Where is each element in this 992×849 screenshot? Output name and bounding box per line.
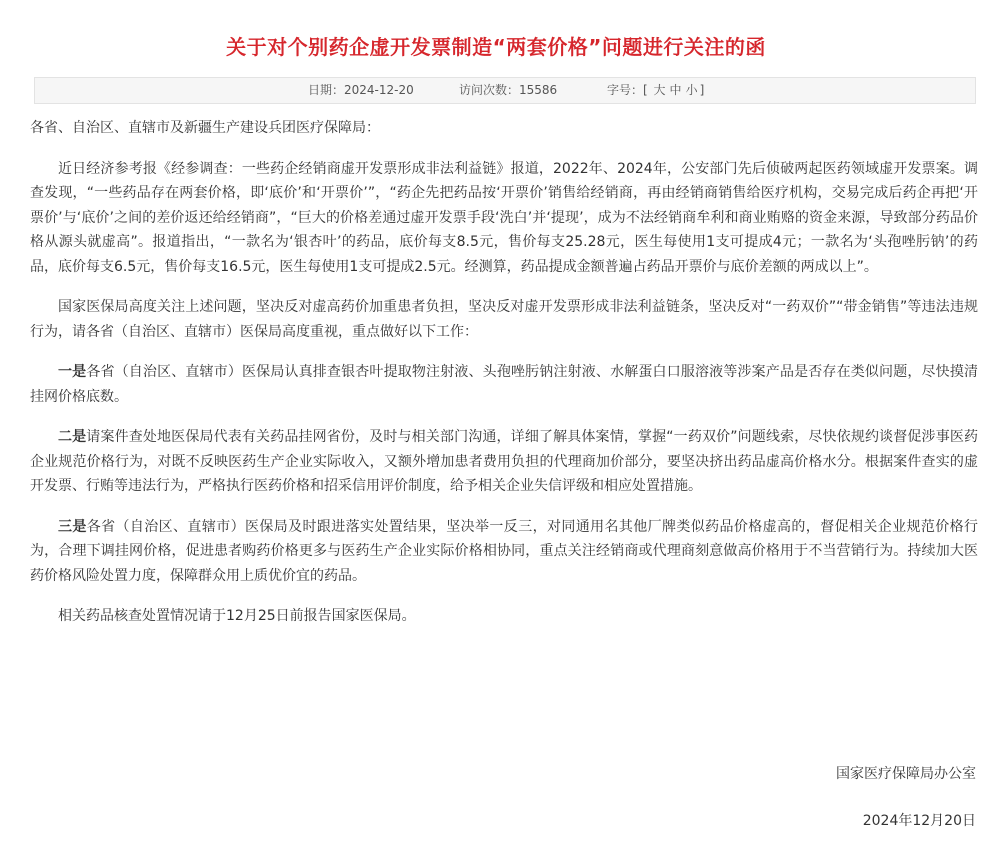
- paragraph-5: [30, 515, 978, 589]
- visits-value: 15586: [519, 83, 558, 97]
- page-title: 关于对个别药企虚开发票制造“两套价格”问题进行关注的函: [226, 35, 766, 60]
- font-size-label: 字号：: [607, 83, 644, 97]
- article-body: [30, 116, 978, 645]
- date-label: 日期：: [308, 83, 345, 97]
- font-size-medium-button[interactable]: 中: [669, 83, 682, 97]
- bracket-open: [: [643, 83, 648, 97]
- bracket-close: ]: [699, 83, 705, 97]
- paragraph-3-lead: 一是: [58, 364, 87, 380]
- issue-date: 2024年12月20日: [862, 813, 976, 829]
- font-size-small-button[interactable]: 小: [685, 83, 698, 97]
- paragraph-6: 相关药品核查处置情况请于12月25日前报告国家医保局。: [58, 608, 416, 624]
- date-value: 2024-12-20: [344, 83, 414, 97]
- paragraph-5-body: 各省（自治区、直辖市）医保局及时跟进落实处置结果，坚决举一反三，对同通用名其他厂牌类似药品价格虚高的，督促相关企业规范价格行为，合理下调挂网价格，促进患者购药价格更多与医药生产企业实际价格相协同，重点关注经销商或代理商刻意做高价格用于不当营销行为。持续加大医药价格风险处置力度，保障群众用上质优价宜的药品。: [30, 518, 978, 584]
- salutation: 各省、自治区、直辖市及新疆生产建设兵团医疗保障局：: [30, 120, 380, 136]
- issuer-signature: 国家医疗保障局办公室: [836, 766, 976, 782]
- paragraph-5-lead: 三是: [58, 518, 87, 535]
- paragraph-4-body: 请案件查处地医保局代表有关药品挂网省份，及时与相关部门沟通，详细了解具体案情，掌握“一药双价”问题线索，尽快依规约谈督促涉事医药企业规范价格行为，对既不反映医药生产企业实际收入，又额外增加患者费用负担的代理商加价部分，要坚决挤出药品虚高价格水分。根据案件查实的虚开发票、行贿等违法行为，严格执行医药价格和招采信用评价制度，给予相关企业失信评级和相应处置措施。: [30, 429, 978, 494]
- publish-date: [308, 78, 414, 103]
- paragraph-1: 近日经济参考报《经参调查：一些药企经销商虚开发票形成非法利益链》报道，2022年、2024年，公安部门先后侦破两起医药领域虚开发票案。调查发现，“一些药品存在两套价格，即‘底价’和‘开票价’”，“药企先把药品按‘开票价’销售给经销商，再由经销商销售给医疗机构，交易完成后药企再把‘开票价’与‘底价’之间的差价返还给经销商”，“巨大的价格差通过虚开发票手段‘洗白’并‘提现’，成为不法经销商牟利和商业贿赂的资金来源，导致部分药品价格从源头就虚高”。报道指出，“一款名为‘银杏叶’的药品，底价每支8.5元，售价每支25.28元，医生每使用1支可提成4元；一款名为‘头孢唑肟钠’的药品，底价每支6.5元，售价每支16.5元，医生每使用1支可提成2.5元。经测算，药品提成金额普遍占药品开票价与底价差额的两成以上”。: [30, 160, 978, 275]
- font-size-large-button[interactable]: 大: [653, 83, 666, 97]
- paragraph-4-lead: 二是: [58, 429, 87, 445]
- paragraph-4: [30, 425, 978, 499]
- paragraph-2: 国家医保局高度关注上述问题，坚决反对虚高药价加重患者负担，坚决反对虚开发票形成非法利益链条，坚决反对“一药双价”“带金销售”等违法违规行为，请各省（自治区、直辖市）医保局高度重视，重点做好以下工作：: [30, 299, 978, 340]
- font-size-selector: [607, 78, 704, 103]
- paragraph-3-body: 各省（自治区、直辖市）医保局认真排查银杏叶提取物注射液、头孢唑肟钠注射液、水解蛋白口服溶液等涉案产品是否存在类似问题，尽快摸清挂网价格底数。: [30, 364, 978, 405]
- paragraph-3: [30, 360, 978, 409]
- visits-label: 访问次数：: [459, 83, 520, 97]
- visit-count: [459, 78, 557, 103]
- article-meta-bar: [34, 77, 976, 104]
